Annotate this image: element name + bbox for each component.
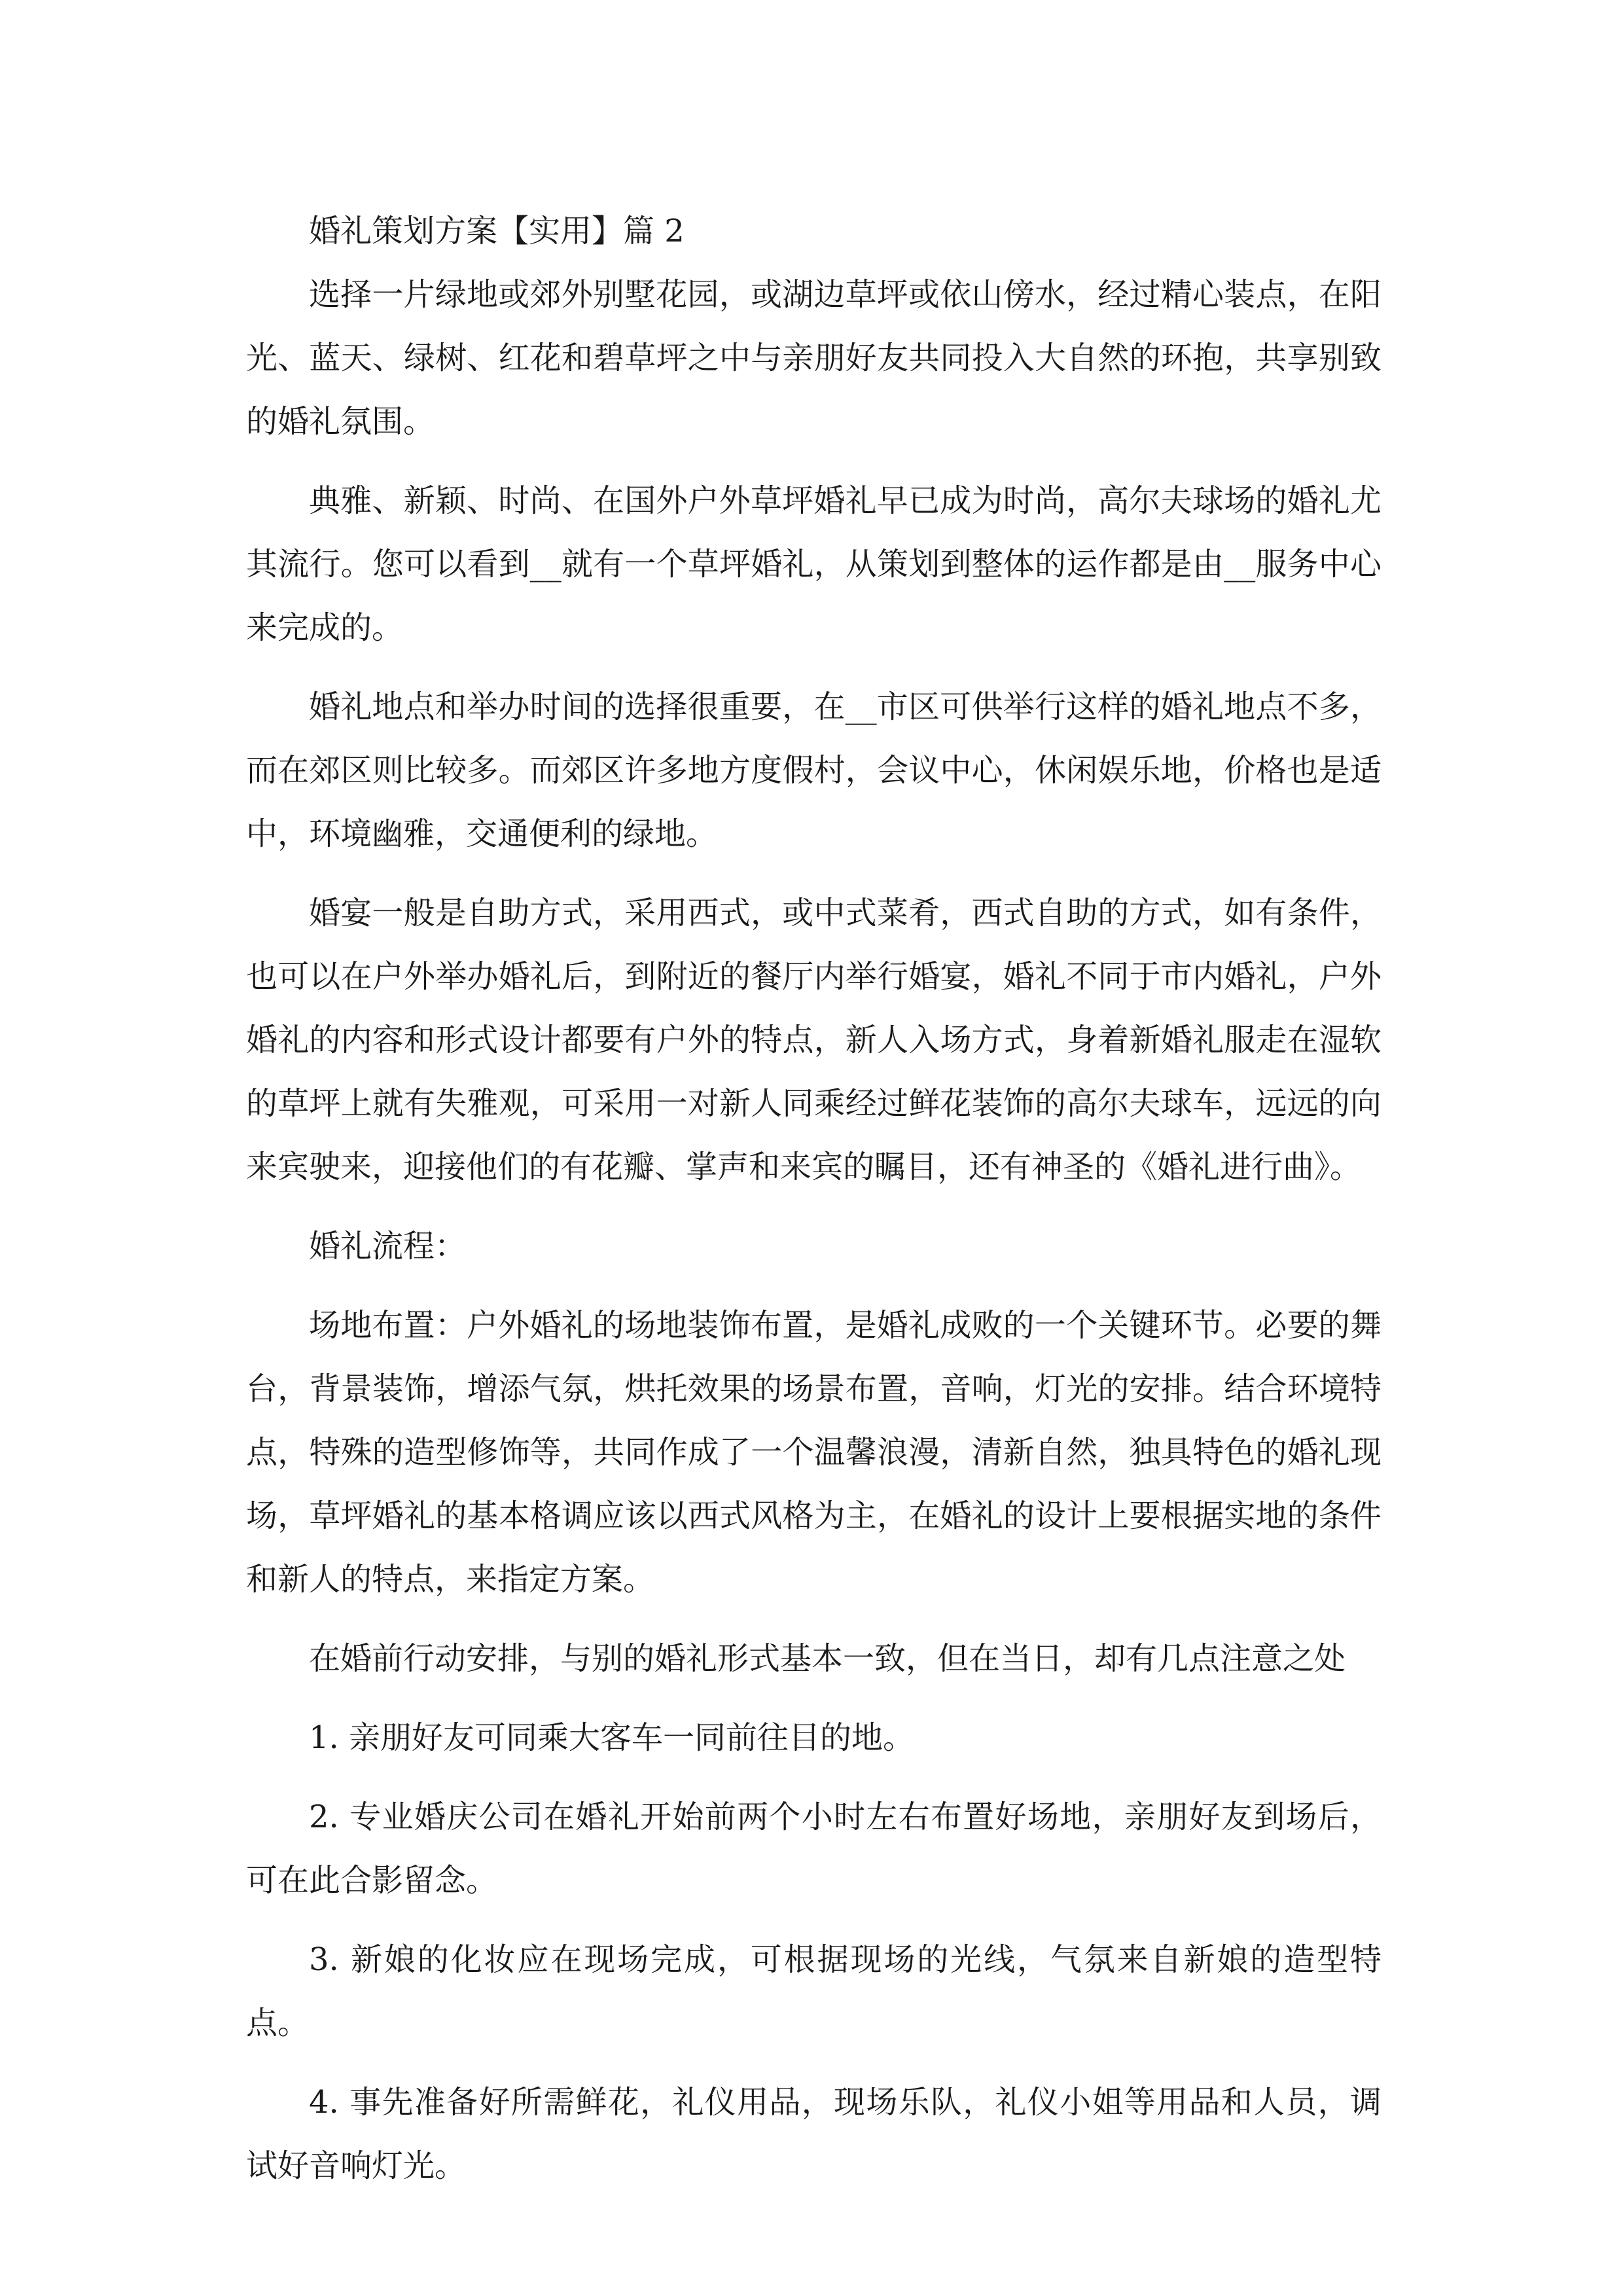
paragraph-trend: 典雅、新颖、时尚、在国外户外草坪婚礼早已成为时尚，高尔夫球场的婚礼尤其流行。您可以看到__就有一个草坪婚礼，从策划到整体的运作都是由__服务中心来完成的。 <box>246 482 1382 646</box>
paragraph-venue-intro: 选择一片绿地或郊外别墅花园，或湖边草坪或依山傍水，经过精心装点，在阳光、蓝天、绿树、红花和碧草坪之中与亲朋好友共同投入大自然的环抱，共享别致的婚礼氛围。 <box>246 276 1382 440</box>
paragraph-process-heading: 婚礼流程： <box>309 1228 467 1265</box>
document-title: 婚礼策划方案【实用】篇 2 <box>309 213 685 249</box>
paragraph-site-layout: 场地布置：户外婚礼的场地装饰布置，是婚礼成败的一个关键环节。必要的舞台，背景装饰，增添气氛，烘托效果的场景布置，音响，灯光的安排。结合环境特点，特殊的造型修饰等，共同作成了一个温馨浪漫，清新自然，独具特色的婚礼现场，草坪婚礼的基本格调应该以西式风格为主，在婚礼的设计上要根据实地的条件和新人的特点，来指定方案。 <box>246 1307 1382 1598</box>
paragraph-location-time: 婚礼地点和举办时间的选择很重要，在__市区可供举行这样的婚礼地点不多，而在郊区则比较多。而郊区许多地方度假村，会议中心，休闲娱乐地，价格也是适中，环境幽雅，交通便利的绿地。 <box>246 689 1382 852</box>
paragraph-banquet: 婚宴一般是自助方式，采用西式，或中式菜肴，西式自助的方式，如有条件，也可以在户外举办婚礼后，到附近的餐厅内举行婚宴，婚礼不同于市内婚礼，户外婚礼的内容和形式设计都要有户外的特点，新人入场方式，身着新婚礼服走在湿软的草坪上就有失雅观，可采用一对新人同乘经过鲜花装饰的高尔夫球车，远远的向来宾驶来，迎接他们的有花瓣、掌声和来宾的瞩目，还有神圣的《婚礼进行曲》。 <box>246 895 1382 1185</box>
list-item-2: 2. 专业婚庆公司在婚礼开始前两个小时左右布置好场地，亲朋好友到场后，可在此合影留念。 <box>246 1799 1382 1899</box>
list-item-1: 1. 亲朋好友可同乘大客车一同前往目的地。 <box>309 1719 915 1756</box>
list-item-4: 4. 事先准备好所需鲜花，礼仪用品，现场乐队，礼仪小姐等用品和人员，调试好音响灯光。 <box>246 2084 1382 2184</box>
document-body <box>246 200 1382 2214</box>
list-item-3: 3. 新娘的化妆应在现场完成，可根据现场的光线，气氛来自新娘的造型特点。 <box>246 1941 1382 2041</box>
paragraph-arrangement: 在婚前行动安排，与别的婚礼形式基本一致，但在当日，却有几点注意之处 <box>309 1640 1346 1677</box>
